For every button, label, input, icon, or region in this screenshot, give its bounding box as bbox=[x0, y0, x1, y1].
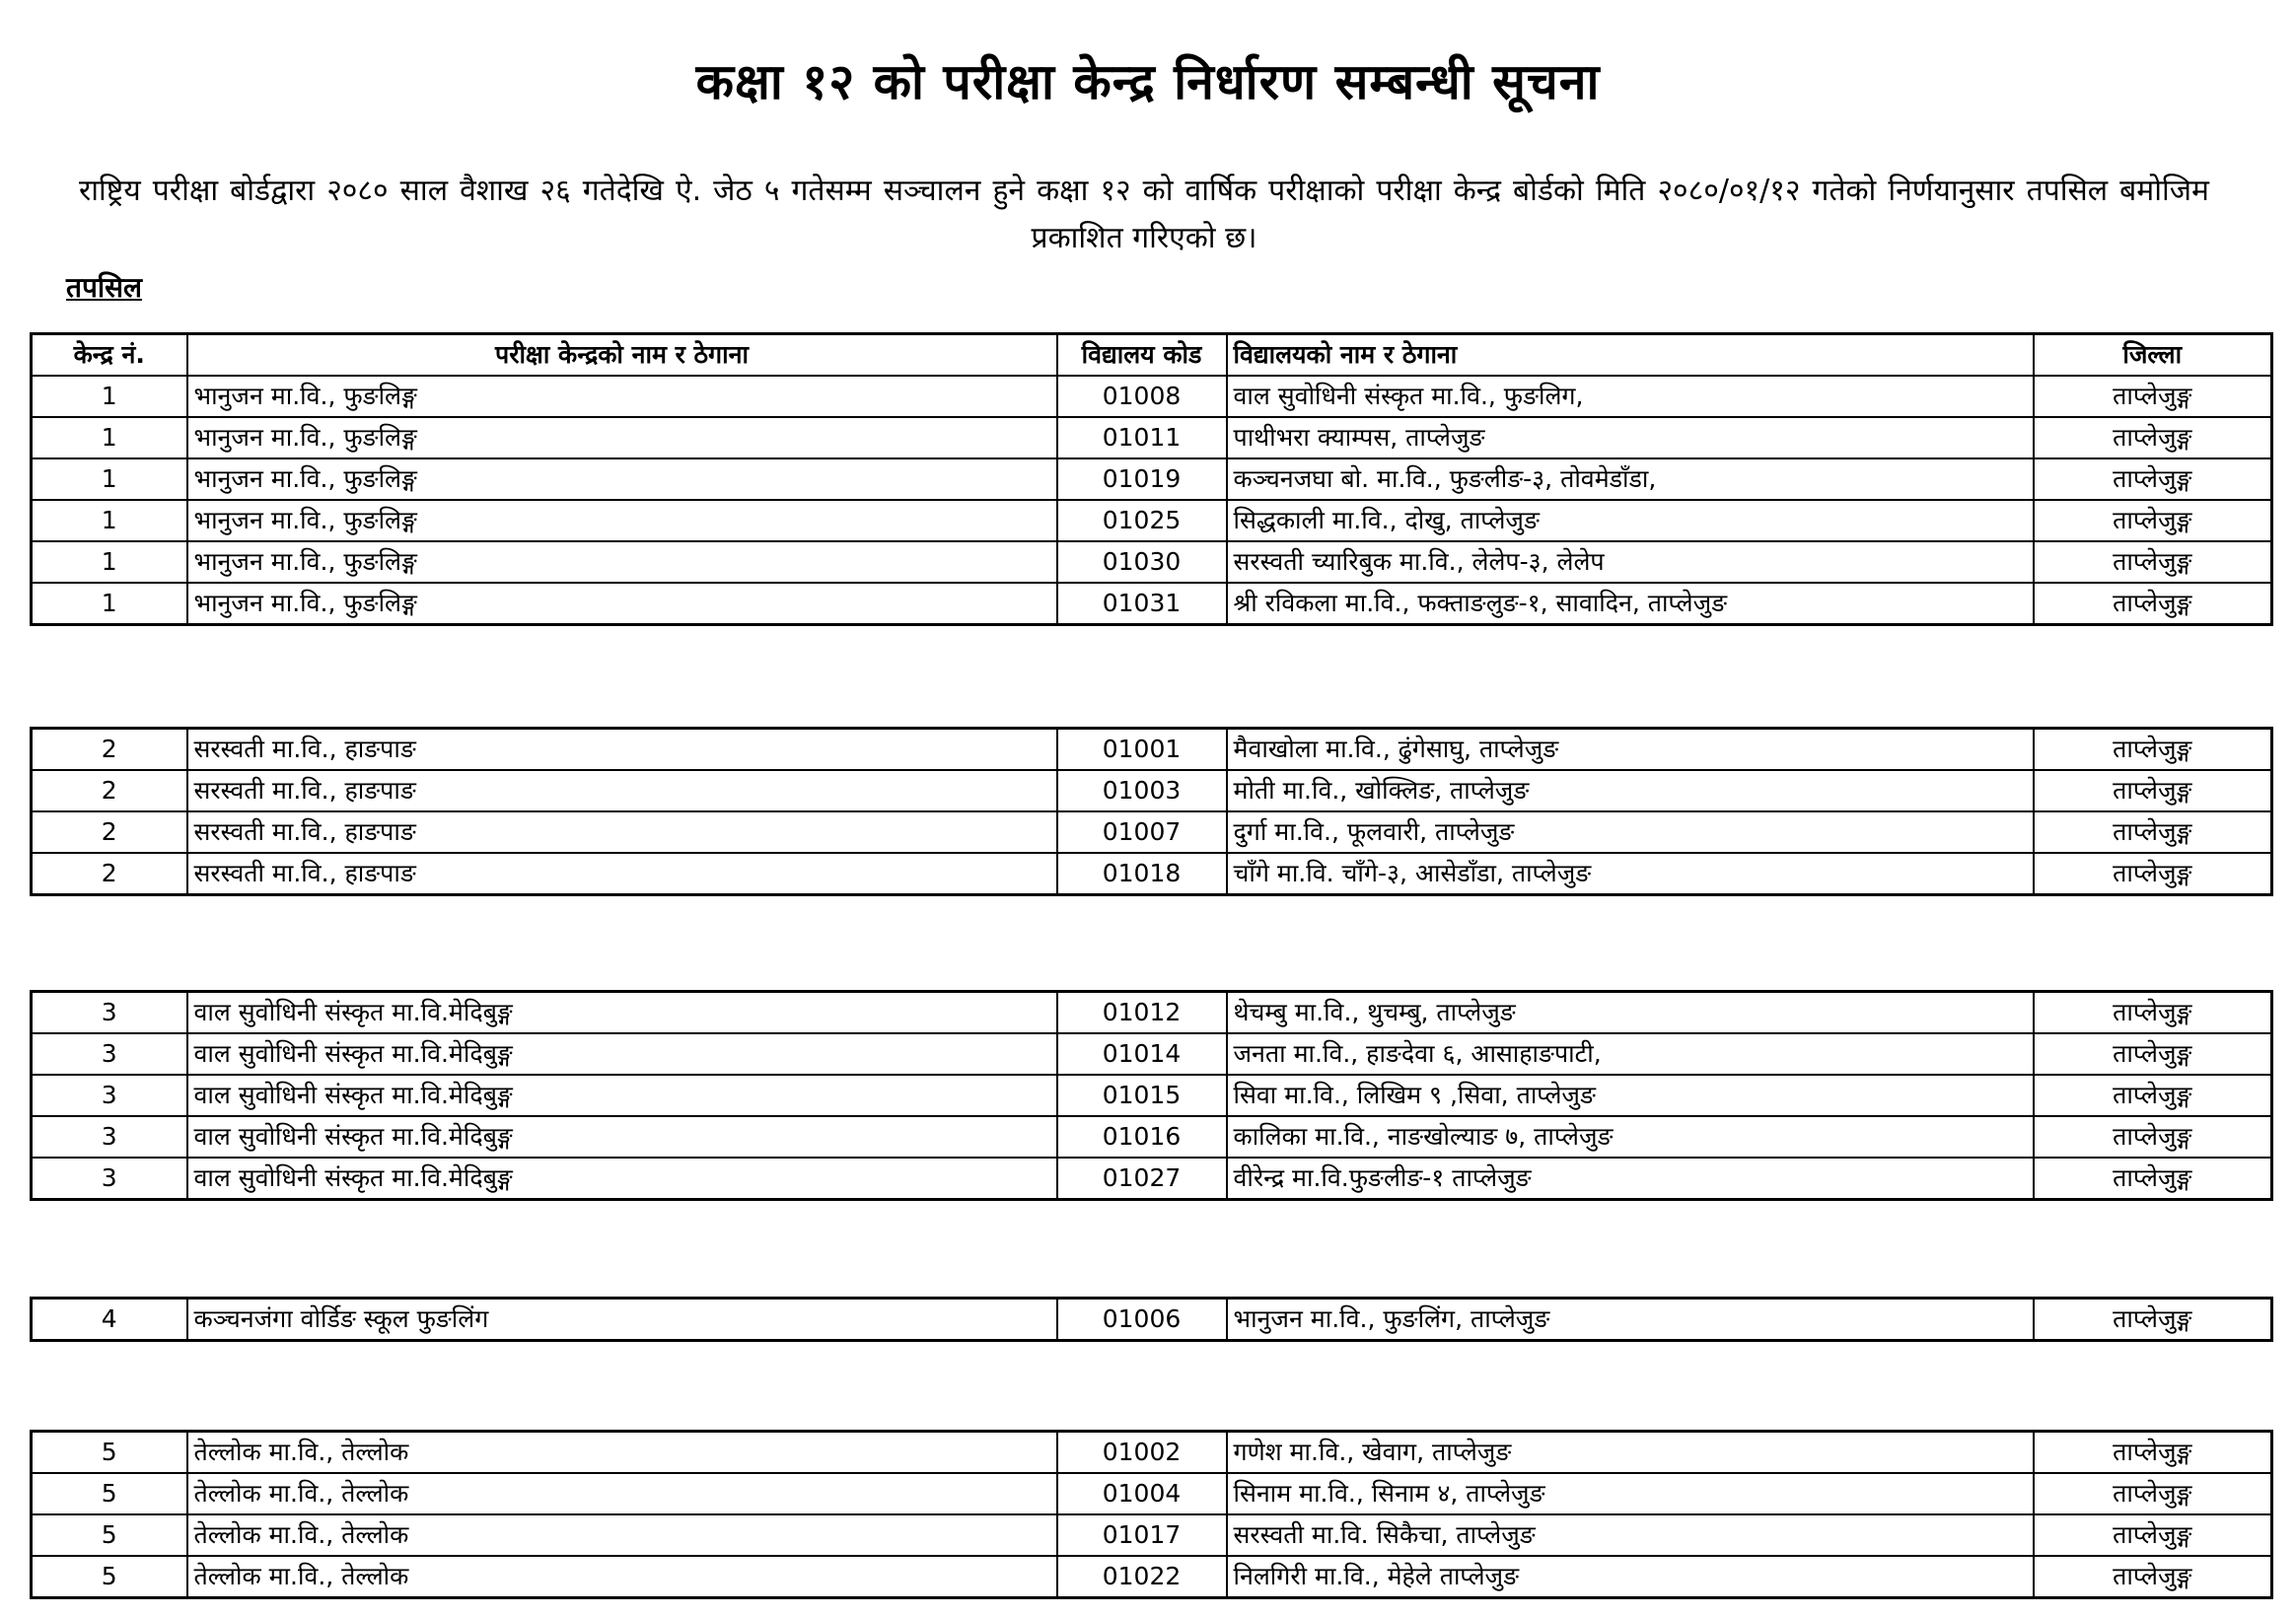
cell-school-code: 01014 bbox=[1057, 1033, 1227, 1075]
header-center-no: केन्द्र नं. bbox=[32, 334, 187, 377]
center-group-table bbox=[30, 990, 2273, 1201]
cell-school-code: 01006 bbox=[1057, 1299, 1227, 1341]
cell-center-no: 4 bbox=[32, 1299, 187, 1341]
cell-center-no: 2 bbox=[32, 853, 187, 895]
cell-school-name: सिद्धकाली मा.वि., दोखु, ताप्लेजुङ bbox=[1227, 500, 2034, 541]
cell-school-code: 01031 bbox=[1057, 583, 1227, 625]
cell-school-code: 01019 bbox=[1057, 458, 1227, 500]
cell-center-no: 1 bbox=[32, 417, 187, 458]
cell-exam-center: सरस्वती मा.वि., हाङपाङ bbox=[187, 853, 1057, 895]
cell-school-name: चाँगे मा.वि. चाँगे-३, आसेडाँडा, ताप्लेजुङ bbox=[1227, 853, 2034, 895]
cell-exam-center: भानुजन मा.वि., फुङलिङ्ग bbox=[187, 376, 1057, 417]
table-row bbox=[32, 1473, 2272, 1514]
center-group-table bbox=[30, 1430, 2273, 1599]
cell-exam-center: भानुजन मा.वि., फुङलिङ्ग bbox=[187, 417, 1057, 458]
table-row bbox=[32, 1116, 2272, 1158]
cell-center-no: 5 bbox=[32, 1556, 187, 1598]
cell-school-name: थेचम्बु मा.वि., थुचम्बु, ताप्लेजुङ bbox=[1227, 992, 2034, 1034]
cell-school-code: 01008 bbox=[1057, 376, 1227, 417]
cell-district: ताप्लेजुङ्ग bbox=[2034, 853, 2272, 895]
cell-school-name: सरस्वती मा.वि. सिकैचा, ताप्लेजुङ bbox=[1227, 1514, 2034, 1556]
cell-exam-center: तेल्लोक मा.वि., तेल्लोक bbox=[187, 1556, 1057, 1598]
cell-school-name: सिनाम मा.वि., सिनाम ४, ताप्लेजुङ bbox=[1227, 1473, 2034, 1514]
table-row bbox=[32, 376, 2272, 417]
cell-exam-center: भानुजन मा.वि., फुङलिङ्ग bbox=[187, 500, 1057, 541]
cell-exam-center: कञ्चनजंगा वोर्डिङ स्कूल फुङलिंग bbox=[187, 1299, 1057, 1341]
cell-center-no: 2 bbox=[32, 729, 187, 771]
cell-school-code: 01030 bbox=[1057, 541, 1227, 583]
cell-school-name: वीरेन्द्र मा.वि.फुङलीङ-१ ताप्लेजुङ bbox=[1227, 1158, 2034, 1200]
cell-school-name: दुर्गा मा.वि., फूलवारी, ताप्लेजुङ bbox=[1227, 811, 2034, 853]
cell-exam-center: वाल सुवोधिनी संस्कृत मा.वि.मेदिबुङ्ग bbox=[187, 1116, 1057, 1158]
cell-school-name: मोती मा.वि., खोक्लिङ, ताप्लेजुङ bbox=[1227, 770, 2034, 811]
cell-center-no: 1 bbox=[32, 376, 187, 417]
cell-center-no: 1 bbox=[32, 500, 187, 541]
cell-school-code: 01012 bbox=[1057, 992, 1227, 1034]
cell-district: ताप्लेजुङ्ग bbox=[2034, 1514, 2272, 1556]
cell-district: ताप्लेजुङ्ग bbox=[2034, 1075, 2272, 1116]
cell-center-no: 3 bbox=[32, 1116, 187, 1158]
cell-school-code: 01002 bbox=[1057, 1432, 1227, 1474]
cell-school-name: सिवा मा.वि., लिखिम ९ ,सिवा, ताप्लेजुङ bbox=[1227, 1075, 2034, 1116]
table-row bbox=[32, 1556, 2272, 1598]
cell-district: ताप्लेजुङ्ग bbox=[2034, 1299, 2272, 1341]
cell-school-code: 01015 bbox=[1057, 1075, 1227, 1116]
header-district: जिल्ला bbox=[2034, 334, 2272, 377]
table-row bbox=[32, 541, 2272, 583]
cell-district: ताप्लेजुङ्ग bbox=[2034, 1033, 2272, 1075]
cell-exam-center: तेल्लोक मा.वि., तेल्लोक bbox=[187, 1432, 1057, 1474]
table-row bbox=[32, 1158, 2272, 1200]
table-row bbox=[32, 458, 2272, 500]
cell-exam-center: सरस्वती मा.वि., हाङपाङ bbox=[187, 729, 1057, 771]
cell-center-no: 3 bbox=[32, 1158, 187, 1200]
cell-exam-center: भानुजन मा.वि., फुङलिङ्ग bbox=[187, 458, 1057, 500]
table-row bbox=[32, 1514, 2272, 1556]
cell-exam-center: वाल सुवोधिनी संस्कृत मा.वि.मेदिबुङ्ग bbox=[187, 1158, 1057, 1200]
cell-center-no: 3 bbox=[32, 1033, 187, 1075]
cell-exam-center: वाल सुवोधिनी संस्कृत मा.वि.मेदिबुङ्ग bbox=[187, 1033, 1057, 1075]
cell-center-no: 5 bbox=[32, 1514, 187, 1556]
cell-exam-center: सरस्वती मा.वि., हाङपाङ bbox=[187, 770, 1057, 811]
cell-district: ताप्लेजुङ्ग bbox=[2034, 1158, 2272, 1200]
table-row bbox=[32, 992, 2272, 1034]
cell-district: ताप्लेजुङ्ग bbox=[2034, 458, 2272, 500]
cell-school-code: 01025 bbox=[1057, 500, 1227, 541]
cell-school-name: पाथीभरा क्याम्पस, ताप्लेजुङ bbox=[1227, 417, 2034, 458]
cell-exam-center: तेल्लोक मा.वि., तेल्लोक bbox=[187, 1514, 1057, 1556]
cell-district: ताप्लेजुङ्ग bbox=[2034, 992, 2272, 1034]
cell-district: ताप्लेजुङ्ग bbox=[2034, 541, 2272, 583]
center-group-table bbox=[30, 1297, 2273, 1342]
cell-center-no: 3 bbox=[32, 1075, 187, 1116]
cell-school-name: निलगिरी मा.वि., मेहेले ताप्लेजुङ bbox=[1227, 1556, 2034, 1598]
cell-district: ताप्लेजुङ्ग bbox=[2034, 376, 2272, 417]
cell-school-code: 01017 bbox=[1057, 1514, 1227, 1556]
table-row bbox=[32, 1075, 2272, 1116]
cell-exam-center: सरस्वती मा.वि., हाङपाङ bbox=[187, 811, 1057, 853]
tapasil-label: तपसिल bbox=[66, 271, 143, 304]
cell-district: ताप्लेजुङ्ग bbox=[2034, 811, 2272, 853]
center-group-table bbox=[30, 332, 2273, 626]
cell-exam-center: वाल सुवोधिनी संस्कृत मा.वि.मेदिबुङ्ग bbox=[187, 1075, 1057, 1116]
cell-school-code: 01027 bbox=[1057, 1158, 1227, 1200]
cell-school-code: 01022 bbox=[1057, 1556, 1227, 1598]
cell-center-no: 1 bbox=[32, 541, 187, 583]
cell-district: ताप्लेजुङ्ग bbox=[2034, 1116, 2272, 1158]
cell-school-name: वाल सुवोधिनी संस्कृत मा.वि., फुङलिग, bbox=[1227, 376, 2034, 417]
cell-exam-center: वाल सुवोधिनी संस्कृत मा.वि.मेदिबुङ्ग bbox=[187, 992, 1057, 1034]
cell-district: ताप्लेजुङ्ग bbox=[2034, 770, 2272, 811]
table-row bbox=[32, 583, 2272, 625]
table-header-row bbox=[32, 334, 2272, 377]
cell-district: ताप्लेजुङ्ग bbox=[2034, 1432, 2272, 1474]
header-school-code: विद्यालय कोड bbox=[1057, 334, 1227, 377]
page-title: कक्षा १२ को परीक्षा केन्द्र निर्धारण सम्बन्धी सूचना bbox=[695, 53, 1601, 110]
cell-center-no: 5 bbox=[32, 1432, 187, 1474]
table-row bbox=[32, 1033, 2272, 1075]
cell-school-code: 01001 bbox=[1057, 729, 1227, 771]
cell-center-no: 2 bbox=[32, 770, 187, 811]
table-row bbox=[32, 417, 2272, 458]
cell-school-name: भानुजन मा.वि., फुङलिंग, ताप्लेजुङ bbox=[1227, 1299, 2034, 1341]
cell-district: ताप्लेजुङ्ग bbox=[2034, 1556, 2272, 1598]
cell-school-code: 01016 bbox=[1057, 1116, 1227, 1158]
cell-school-name: सरस्वती च्यारिबुक मा.वि., लेलेप-३, लेलेप bbox=[1227, 541, 2034, 583]
table-row bbox=[32, 500, 2272, 541]
cell-center-no: 1 bbox=[32, 583, 187, 625]
intro-paragraph: राष्ट्रिय परीक्षा बोर्डद्वारा २०८० साल वैशाख २६ गतेदेखि ऐ. जेठ ५ गतेसम्म सञ्चालन हुने कक्षा १२ को वार्षिक परीक्षाको परीक्षा केन्द्र बोर्डको मिति २०८०/०१/१२ गतेको निर्णयानुसार तपसिल बमोजिम प्रकाशित गरिएको छ। bbox=[79, 174, 2209, 255]
table-row bbox=[32, 1432, 2272, 1474]
cell-exam-center: तेल्लोक मा.वि., तेल्लोक bbox=[187, 1473, 1057, 1514]
cell-school-code: 01007 bbox=[1057, 811, 1227, 853]
cell-school-name: कञ्चनजघा बो. मा.वि., फुङलीङ-३, तोवमेडाँडा, bbox=[1227, 458, 2034, 500]
center-group-table bbox=[30, 727, 2273, 896]
table-row bbox=[32, 729, 2272, 771]
cell-school-name: मैवाखोला मा.वि., ढुंगेसाघु, ताप्लेजुङ bbox=[1227, 729, 2034, 771]
table-row bbox=[32, 853, 2272, 895]
header-school-name: विद्यालयको नाम र ठेगाना bbox=[1227, 334, 2034, 377]
cell-center-no: 2 bbox=[32, 811, 187, 853]
cell-district: ताप्लेजुङ्ग bbox=[2034, 729, 2272, 771]
cell-district: ताप्लेजुङ्ग bbox=[2034, 500, 2272, 541]
cell-district: ताप्लेजुङ्ग bbox=[2034, 1473, 2272, 1514]
cell-school-code: 01011 bbox=[1057, 417, 1227, 458]
cell-district: ताप्लेजुङ्ग bbox=[2034, 583, 2272, 625]
table-row bbox=[32, 811, 2272, 853]
cell-school-name: गणेश मा.वि., खेवाग, ताप्लेजुङ bbox=[1227, 1432, 2034, 1474]
table-row bbox=[32, 1299, 2272, 1341]
cell-school-name: कालिका मा.वि., नाङखोल्याङ ७, ताप्लेजुङ bbox=[1227, 1116, 2034, 1158]
cell-center-no: 1 bbox=[32, 458, 187, 500]
cell-center-no: 3 bbox=[32, 992, 187, 1034]
header-exam-center: परीक्षा केन्द्रको नाम र ठेगाना bbox=[187, 334, 1057, 377]
cell-center-no: 5 bbox=[32, 1473, 187, 1514]
table-row bbox=[32, 770, 2272, 811]
cell-school-name: जनता मा.वि., हाङदेवा ६, आसाहाङपाटी, bbox=[1227, 1033, 2034, 1075]
cell-district: ताप्लेजुङ्ग bbox=[2034, 417, 2272, 458]
cell-school-code: 01018 bbox=[1057, 853, 1227, 895]
cell-school-code: 01003 bbox=[1057, 770, 1227, 811]
cell-exam-center: भानुजन मा.वि., फुङलिङ्ग bbox=[187, 583, 1057, 625]
cell-school-name: श्री रविकला मा.वि., फक्ताङलुङ-१, सावादिन, ताप्लेजुङ bbox=[1227, 583, 2034, 625]
cell-school-code: 01004 bbox=[1057, 1473, 1227, 1514]
cell-exam-center: भानुजन मा.वि., फुङलिङ्ग bbox=[187, 541, 1057, 583]
